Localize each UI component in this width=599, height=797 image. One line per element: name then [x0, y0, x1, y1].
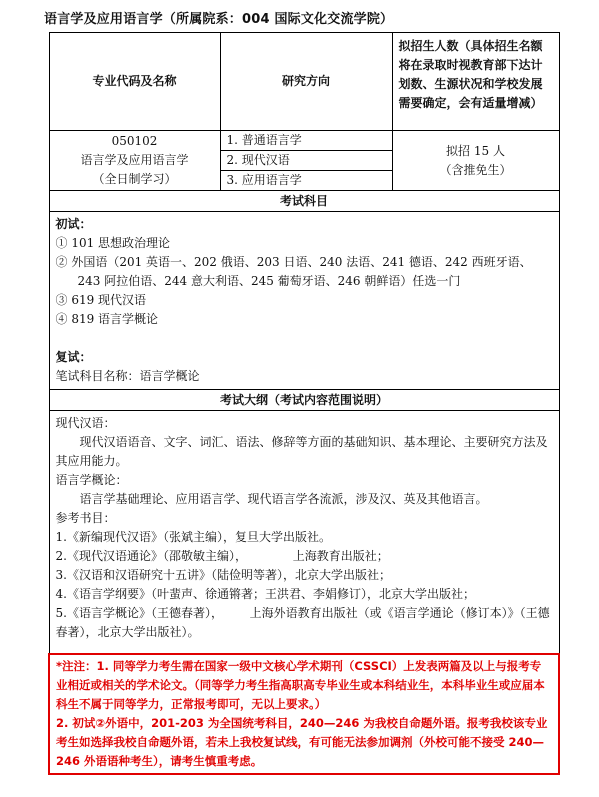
direction-item: 3. 应用语言学 [226, 173, 302, 187]
note-item: *注注：1. 同等学力考生需在国家一级中文核心学术期刊（CSSCI）上发表两篇及以上与报考专业相近或相关的学术论文。（同等学力考生指高职高专毕业生或本科结业生，本科毕业生或应届本科生不属于同等学力，正常报考即可，无以上要求。） [56, 658, 545, 711]
retest-label: 复试： [55, 350, 92, 364]
exam-item: ③ 619 现代汉语 [55, 293, 147, 307]
direction-item: 1. 普通语言学 [221, 131, 392, 151]
quota-cell [392, 131, 559, 191]
outline-line: 语言学基础理论、应用语言学、现代语言学各流派，涉及汉、英及其他语言。 [79, 492, 488, 506]
major-mode: （全日制学习） [92, 172, 177, 186]
exam-section-title: 考试科目 [49, 191, 559, 212]
exam-item: ① 101 思想政治理论 [55, 236, 171, 250]
exam-item: ④ 819 语言学概论 [55, 312, 159, 326]
outline-line: 现代汉语语音、文字、词汇、语法、修辞等方面的基础知识、基本理论、主要研究方法及其应用能力。 [55, 435, 548, 468]
reference-item: 4.《语言学纲要》（叶蜚声、徐通锵著；王洪君、李娟修订），北京大学出版社； [55, 587, 475, 601]
exam-item: ② 外国语（201 英语一、202 俄语、203 日语、240 法语、241 德语、242 西班牙语、243 阿拉伯语、244 意大利语、245 葡萄牙语、246 朝鲜语）任选一门 [55, 255, 532, 288]
exam-content [49, 212, 559, 390]
retest-text: 笔试科目名称：语言学概论 [55, 369, 200, 383]
direction-list [220, 131, 392, 191]
quota-value: 拟招 15 人 [446, 143, 505, 158]
major-name: 语言学及应用语言学 [80, 153, 189, 167]
initial-label: 初试： [55, 217, 92, 231]
reference-item: 2.《现代汉语通论》（邵敬敏主编）， 上海教育出版社； [55, 549, 389, 563]
direction-item: 2. 现代汉语 [221, 151, 392, 171]
outline-content [49, 411, 559, 654]
quota-note: （含推免生） [439, 162, 512, 177]
header-direction: 研究方向 [220, 33, 392, 131]
major-code: 050102 [111, 134, 158, 148]
reference-item: 1.《新编现代汉语》（张斌主编），复旦大学出版社。 [55, 530, 331, 544]
outline-line: 语言学概论： [55, 473, 128, 487]
page-title: 语言学及应用语言学（所属院系：004 国际文化交流学院） [44, 12, 394, 27]
header-quota: 拟招生人数（具体招生名额将在录取时视教育部下达计划数、生源状况和学校发展需要确定，会有适量增减） [392, 33, 559, 131]
reference-item: 5.《语言学概论》（王德春著）， 上海外语教育出版社（或《语言学通论（修订本）》（王德春著），北京大学出版社）。 [55, 606, 550, 639]
notes-box [49, 654, 559, 774]
header-major: 专业代码及名称 [49, 33, 220, 131]
outline-line: 参考书目： [55, 511, 116, 525]
major-cell [49, 131, 220, 191]
note-item: 2. 初试②外语中，201-203 为全国统考科目，240—246 为我校自命题外语。报考我校该专业考生如选择我校自命题外语，若未上我校复试线，有可能无法参加调剂（外校可能不接受 240—246 外语语种考生），请考生慎重考虑。 [56, 715, 548, 768]
outline-line: 现代汉语： [55, 416, 116, 430]
outline-section-title: 考试大纲（考试内容范围说明） [49, 390, 559, 411]
reference-item: 3.《汉语和汉语研究十五讲》（陆俭明等著），北京大学出版社； [55, 568, 391, 582]
admission-table [48, 32, 560, 775]
